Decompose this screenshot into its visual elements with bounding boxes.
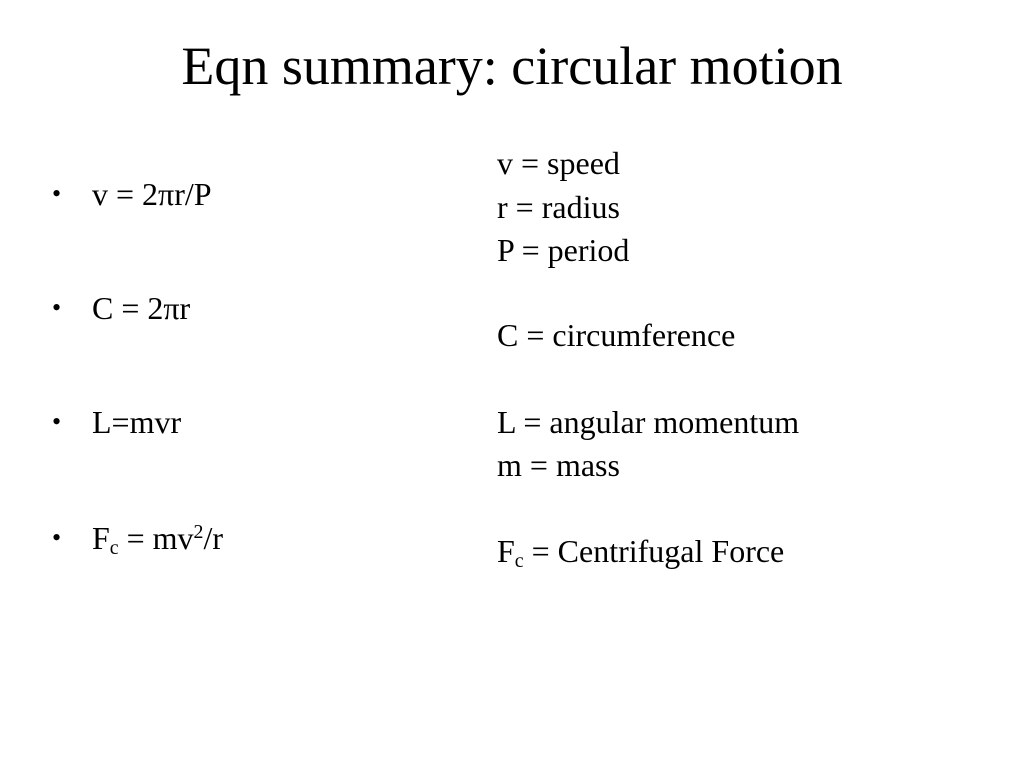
slide-title: Eqn summary: circular motion (181, 36, 843, 96)
definition-radius: r = radius (497, 189, 620, 225)
equation-angular-momentum: L=mvr (92, 404, 182, 440)
definition-mass: m = mass (497, 447, 620, 483)
definition-subscript: c (514, 549, 524, 572)
equation-symbol: F (92, 520, 110, 556)
bullet-icon: • (52, 293, 62, 322)
definition-symbol: F (497, 533, 515, 569)
definition-angular-momentum: L = angular momentum (497, 404, 800, 440)
definition-speed: v = speed (497, 145, 620, 181)
equation-circumference: C = 2πr (92, 290, 191, 326)
equation-middle: = mv (118, 520, 194, 556)
equation-suffix: /r (203, 520, 224, 556)
bullet-icon: • (52, 179, 62, 208)
definition-period: P = period (497, 232, 630, 268)
equation-centrifugal-force (92, 518, 223, 558)
equation-exponent: 2 (193, 521, 204, 544)
equation-subscript: c (109, 536, 119, 559)
definition-centrifugal-force (497, 530, 784, 572)
definition-circumference: C = circumference (497, 317, 736, 353)
bullet-icon: • (52, 523, 62, 552)
equation-velocity: v = 2πr/P (92, 176, 212, 212)
bullet-icon: • (52, 407, 62, 436)
definition-text: = Centrifugal Force (523, 533, 785, 569)
